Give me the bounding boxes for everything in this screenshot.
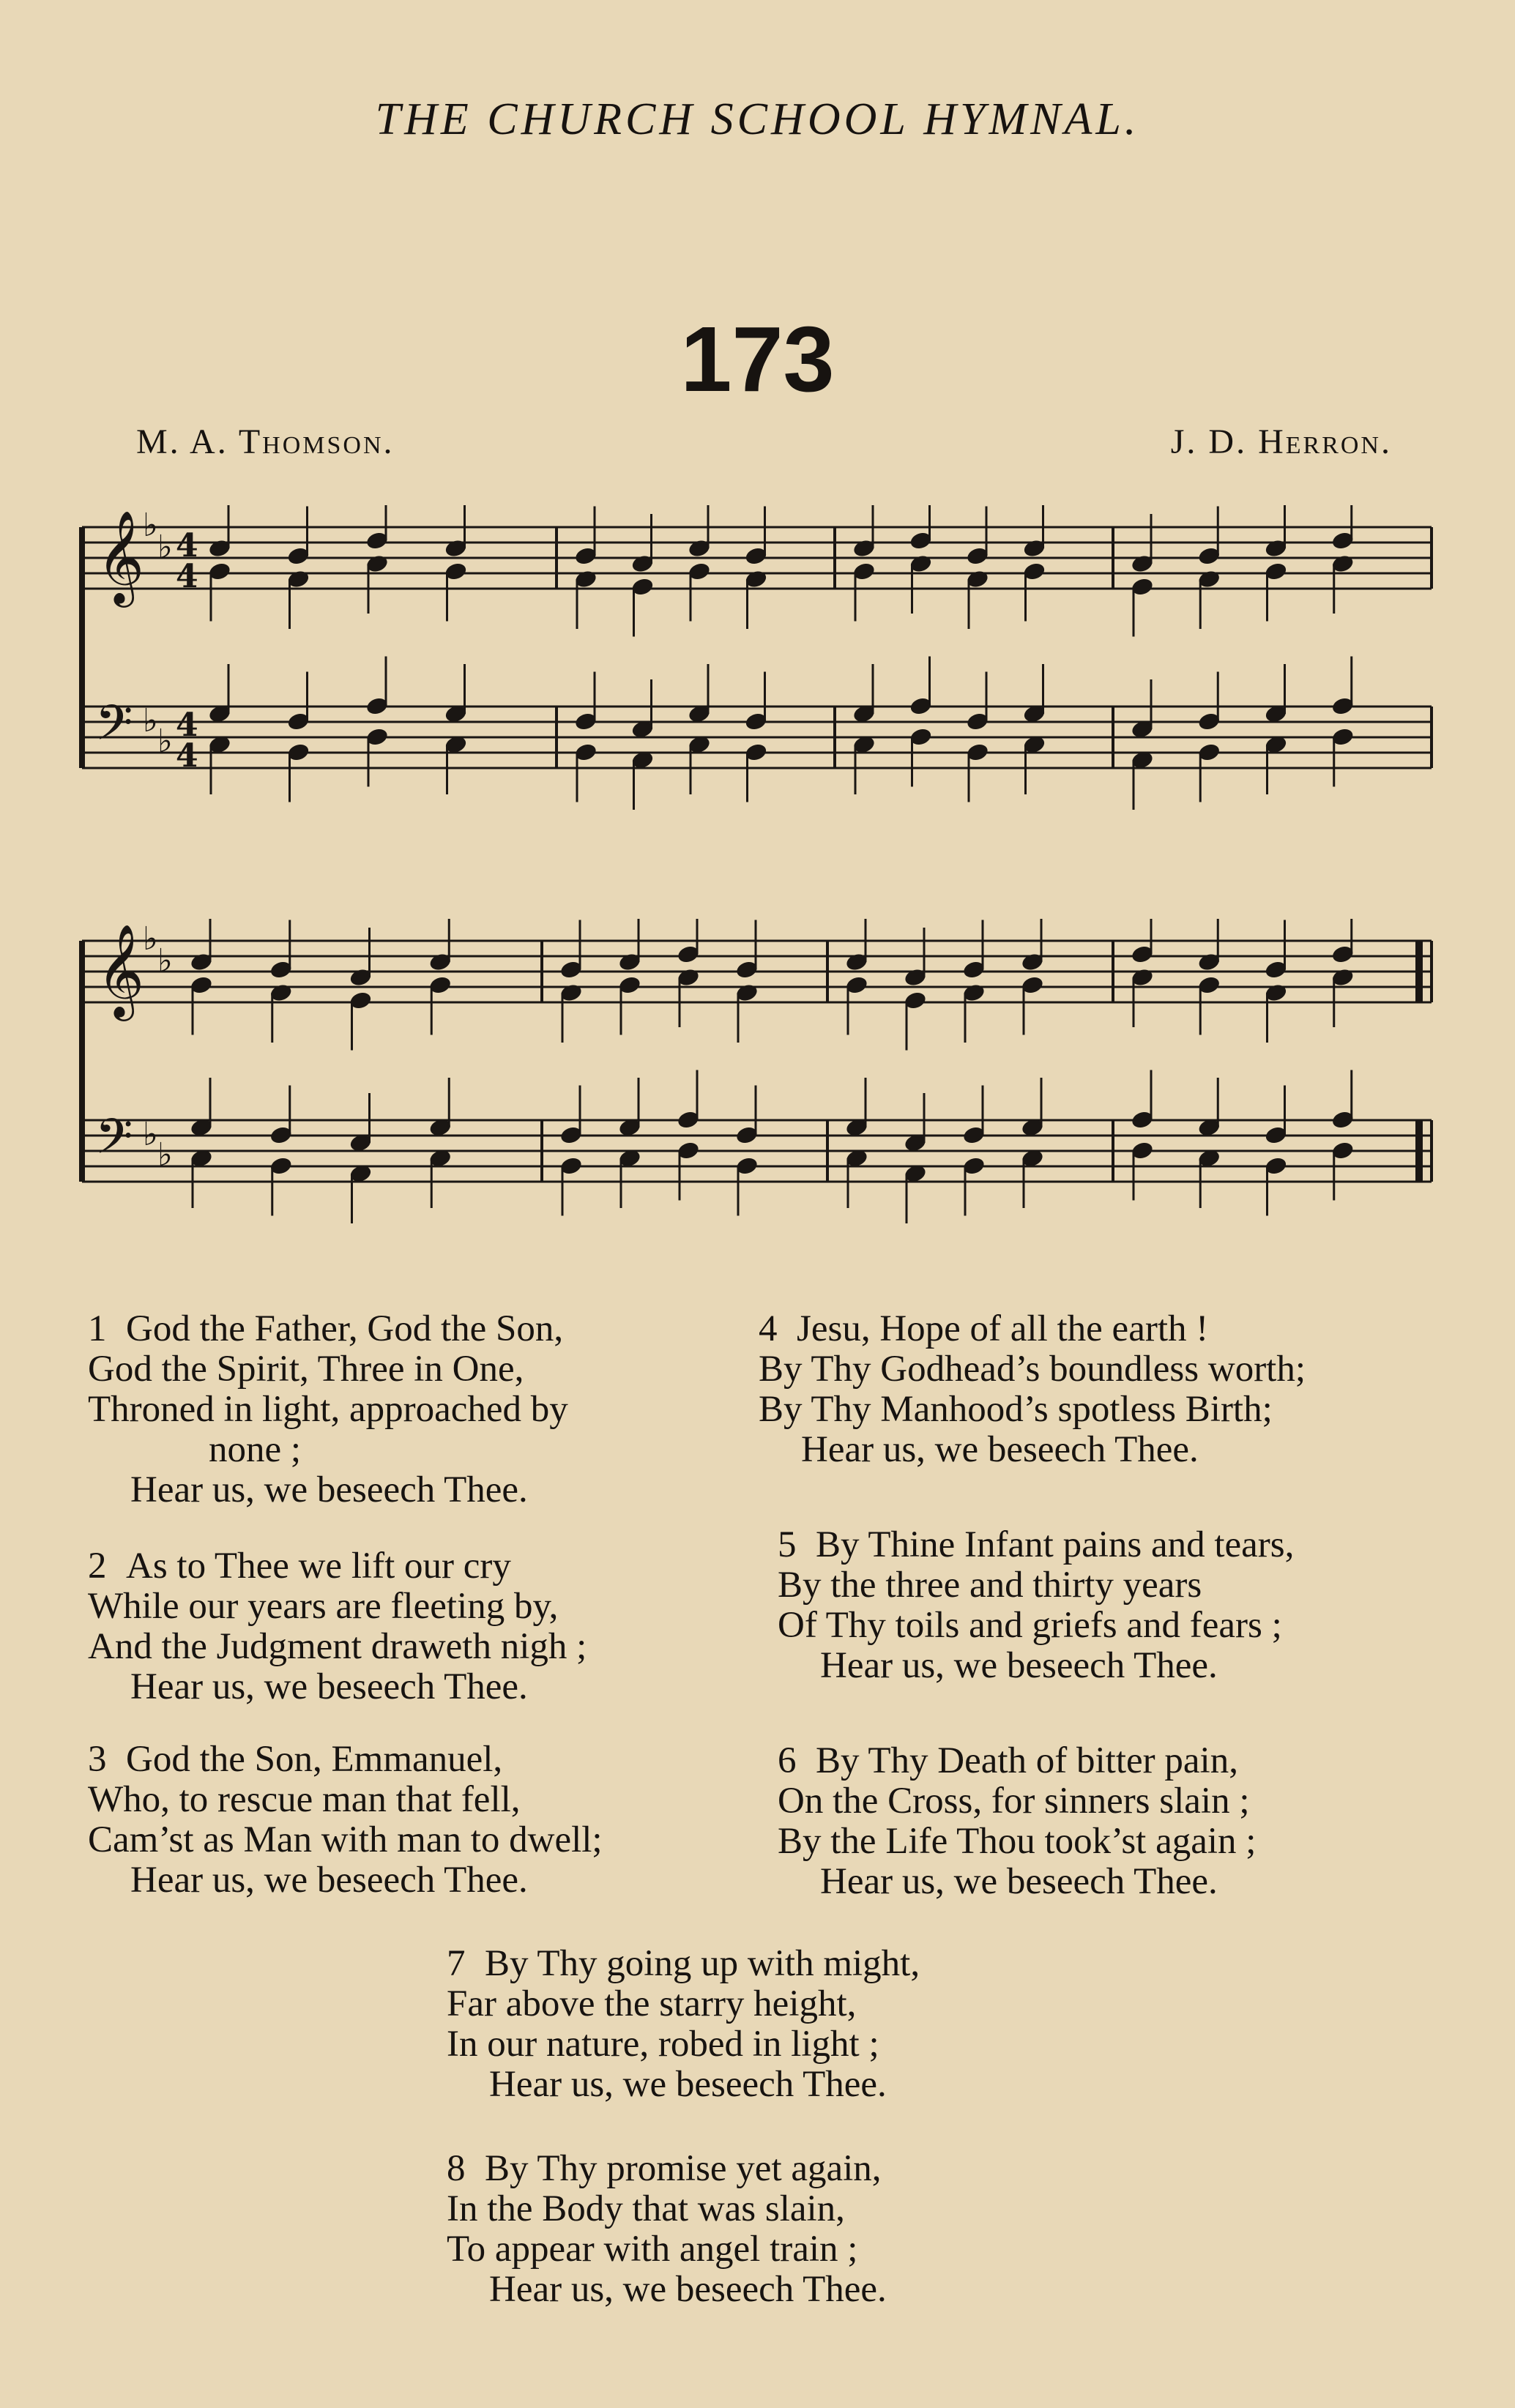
flat-icon: ♭ [143, 1116, 158, 1153]
verse-line: God the Son, Emmanuel, [126, 1739, 503, 1780]
verse-line: Of Thy toils and griefs and fears ; [778, 1605, 1282, 1646]
verse-refrain: Hear us, we beseech Thee. [820, 1645, 1218, 1686]
time-signature-icon: 4 [176, 707, 198, 744]
running-head: THE CHURCH SCHOOL HYMNAL. [375, 94, 1140, 144]
verse-line: none ; [209, 1429, 302, 1470]
treble-clef-icon: 𝄞 [97, 923, 145, 1017]
verse-refrain: Hear us, we beseech Thee. [489, 2064, 887, 2105]
verse-line: God the Spirit, Three in One, [88, 1349, 524, 1390]
verse-number: 4 [759, 1308, 778, 1349]
flat-icon: ♭ [143, 702, 158, 739]
verse-line: By Thy Manhood’s spotless Birth; [759, 1389, 1273, 1430]
verse-line: Cam’st as Man with man to dwell; [88, 1819, 603, 1860]
verse-refrain: Hear us, we beseech Thee. [130, 1666, 528, 1707]
flat-icon: ♭ [157, 1136, 173, 1174]
bass-clef-icon: 𝄢 [95, 1108, 133, 1177]
verse-line: On the Cross, for sinners slain ; [778, 1781, 1250, 1822]
verse-number: 3 [88, 1739, 107, 1780]
verse-line: While our years are fleeting by, [88, 1586, 559, 1627]
verse-line: Jesu, Hope of all the earth ! [797, 1308, 1209, 1349]
verse-number: 5 [778, 1524, 797, 1565]
final-barline [1415, 1120, 1423, 1182]
verse-number: 1 [88, 1308, 107, 1349]
time-signature-icon: 4 [176, 737, 198, 775]
verse-refrain: Hear us, we beseech Thee. [130, 1860, 528, 1901]
flat-icon: ♭ [157, 529, 173, 566]
flat-icon: ♭ [157, 723, 173, 760]
music-system-1-svg [73, 505, 1450, 827]
verse-refrain: Hear us, we beseech Thee. [489, 2269, 887, 2310]
verse-5 [778, 1525, 1294, 1686]
verse-line: By Thy going up with might, [485, 1943, 920, 1984]
verse-line: Throned in light, approached by [88, 1389, 568, 1430]
verse-line: By Thy Death of bitter pain, [816, 1740, 1238, 1781]
music-system-2 [73, 919, 1450, 1241]
music-system-2-svg [73, 919, 1450, 1241]
verse-number: 6 [778, 1740, 797, 1781]
verse-line: By Thy promise yet again, [485, 2148, 882, 2189]
verse-line: Who, to rescue man that fell, [88, 1779, 521, 1820]
verse-line: By the three and thirty years [778, 1565, 1202, 1606]
system-bracket [79, 941, 85, 1182]
music-system-1 [73, 505, 1450, 827]
verse-line: By Thy Godhead’s boundless worth; [759, 1349, 1306, 1390]
hymn-number: 173 [680, 307, 835, 411]
verse-3 [88, 1740, 603, 1901]
verse-6 [778, 1741, 1256, 1902]
verse-line: Far above the starry height, [447, 1983, 857, 2024]
verse-refrain: Hear us, we beseech Thee. [801, 1429, 1199, 1470]
verse-number: 8 [447, 2148, 466, 2189]
verse-7 [447, 1944, 920, 2105]
treble-clef-icon: 𝄞 [97, 510, 145, 603]
verse-refrain: Hear us, we beseech Thee. [130, 1469, 528, 1510]
verse-number: 7 [447, 1943, 466, 1984]
verse-4 [759, 1309, 1306, 1470]
verse-line: In the Body that was slain, [447, 2188, 845, 2229]
flat-icon: ♭ [143, 507, 158, 544]
words-author: M. A. Thomson. [136, 422, 395, 461]
verse-line: God the Father, God the Son, [126, 1308, 564, 1349]
verse-line: As to Thee we lift our cry [126, 1546, 511, 1587]
verse-1 [88, 1309, 568, 1510]
flat-icon: ♭ [143, 920, 158, 958]
verse-8 [447, 2149, 887, 2310]
time-signature-icon: 4 [176, 558, 198, 595]
tune-author: J. D. Herron. [1170, 422, 1392, 461]
verse-line: By Thine Infant pains and tears, [816, 1524, 1295, 1565]
verse-line: In our nature, robed in light ; [447, 2024, 879, 2065]
verse-2 [88, 1546, 587, 1707]
verse-line: By the Life Thou took’st again ; [778, 1821, 1257, 1862]
time-signature-icon: 4 [176, 527, 198, 564]
verse-number: 2 [88, 1546, 107, 1587]
system-bracket [79, 527, 85, 768]
verse-line: And the Judgment draweth nigh ; [88, 1626, 587, 1667]
flat-icon: ♭ [157, 942, 173, 980]
bass-clef-icon: 𝄢 [95, 695, 133, 763]
verse-line: To appear with angel train ; [447, 2229, 858, 2270]
verse-refrain: Hear us, we beseech Thee. [820, 1861, 1218, 1902]
final-barline [1415, 941, 1423, 1002]
